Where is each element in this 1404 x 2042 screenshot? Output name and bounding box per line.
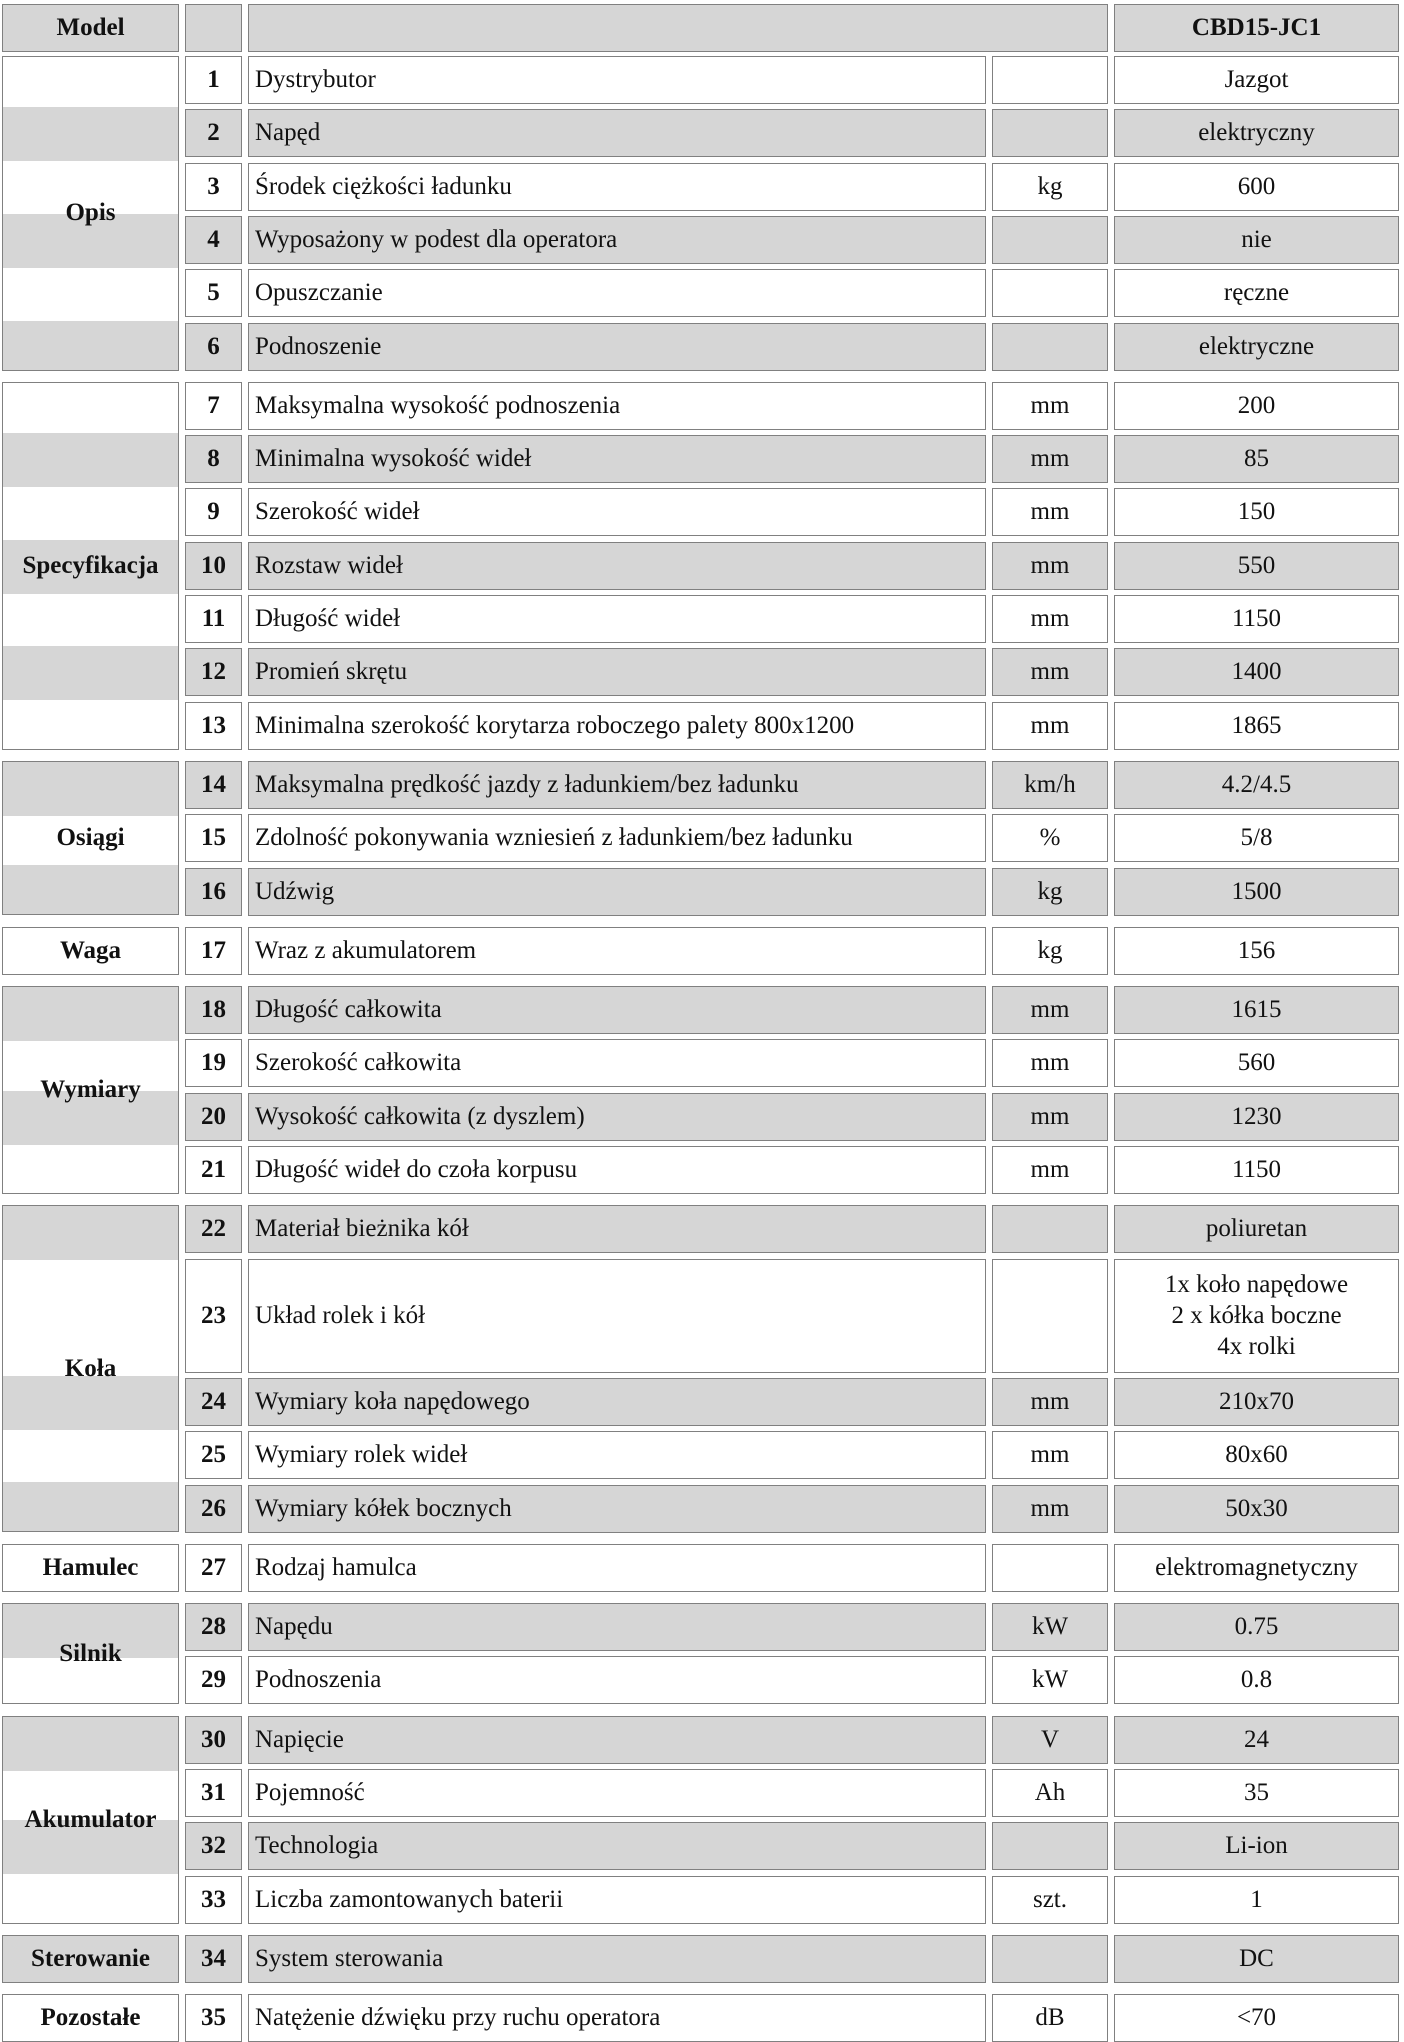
row-name: Napędu [248,1603,986,1651]
row-unit: mm [992,595,1108,643]
row-value-line: 4x rolki [1217,1333,1296,1361]
row-number: 21 [185,1146,242,1194]
row-number: 24 [185,1378,242,1426]
row-name: Wymiary koła napędowego [248,1378,986,1426]
row-unit: Ah [992,1769,1108,1817]
row-number: 16 [185,868,242,916]
row-number: 17 [185,927,242,975]
row-number: 20 [185,1093,242,1141]
row-value: Jazgot [1114,56,1399,104]
row-name: Wraz z akumulatorem [248,927,986,975]
row-number: 19 [185,1039,242,1087]
row-number: 11 [185,595,242,643]
header-description-blank [248,4,1108,52]
row-number: 35 [185,1994,242,2042]
row-value: DC [1114,1935,1399,1983]
row-name: Technologia [248,1822,986,1870]
row-unit: mm [992,1378,1108,1426]
row-name: Rozstaw wideł [248,542,986,590]
row-name: Liczba zamontowanych baterii [248,1876,986,1924]
group-cell [2,1603,179,1704]
row-value: 156 [1114,927,1399,975]
group-cell [2,761,179,916]
group-cell [2,927,179,975]
row-value: 0.75 [1114,1603,1399,1651]
row-value: elektromagnetyczny [1114,1544,1399,1592]
row-number: 6 [185,323,242,371]
row-unit: mm [992,648,1108,696]
row-unit: mm [992,1146,1108,1194]
row-number: 12 [185,648,242,696]
row-unit [992,1205,1108,1253]
row-value: 0.8 [1114,1656,1399,1704]
row-value: 1615 [1114,986,1399,1034]
row-number: 23 [185,1259,242,1373]
group-label: Pozostałe [40,2004,141,2032]
row-number: 22 [185,1205,242,1253]
row-name: Opuszczanie [248,269,986,317]
row-name: Długość wideł [248,595,986,643]
row-unit: mm [992,986,1108,1034]
row-number: 1 [185,56,242,104]
row-value: 210x70 [1114,1378,1399,1426]
row-value: 1150 [1114,1146,1399,1194]
row-name: Natężenie dźwięku przy ruchu operatora [248,1994,986,2042]
row-value: 600 [1114,163,1399,211]
group-label: Koła [64,1354,117,1382]
row-value: 5/8 [1114,814,1399,862]
row-value: 50x30 [1114,1485,1399,1533]
group-label: Hamulec [42,1553,139,1581]
row-name: Szerokość całkowita [248,1039,986,1087]
row-value: 550 [1114,542,1399,590]
row-unit [992,1259,1108,1373]
row-unit [992,109,1108,157]
row-name: Minimalna wysokość wideł [248,435,986,483]
row-name: Szerokość wideł [248,488,986,536]
group-label: Specyfikacja [22,551,159,579]
row-unit: kW [992,1603,1108,1651]
row-value: 1230 [1114,1093,1399,1141]
row-name: Udźwig [248,868,986,916]
row-number: 4 [185,216,242,264]
row-unit: % [992,814,1108,862]
row-unit [992,216,1108,264]
row-value: 80x60 [1114,1431,1399,1479]
row-value [1114,1259,1399,1373]
row-name: Wymiary rolek wideł [248,1431,986,1479]
row-name: Rodzaj hamulca [248,1544,986,1592]
row-name: Napięcie [248,1716,986,1764]
row-name: Wysokość całkowita (z dyszlem) [248,1093,986,1141]
row-number: 5 [185,269,242,317]
row-name: Materiał bieżnika kół [248,1205,986,1253]
row-name: Układ rolek i kół [248,1259,986,1373]
row-unit [992,1935,1108,1983]
group-cell [2,1205,179,1532]
row-value: 1150 [1114,595,1399,643]
row-value: 150 [1114,488,1399,536]
row-value-line: 2 x kółka boczne [1171,1302,1342,1330]
row-number: 13 [185,702,242,750]
row-number: 14 [185,761,242,809]
row-name: Zdolność pokonywania wzniesień z ładunkiem/bez ładunku [248,814,986,862]
row-value: poliuretan [1114,1205,1399,1253]
row-unit [992,269,1108,317]
row-number: 33 [185,1876,242,1924]
row-unit: mm [992,382,1108,430]
group-label: Osiągi [56,824,125,852]
row-unit: mm [992,702,1108,750]
header-model-label: Model [2,4,179,52]
row-unit [992,56,1108,104]
group-label: Opis [65,199,116,227]
row-name: Wyposażony w podest dla operatora [248,216,986,264]
row-value: 560 [1114,1039,1399,1087]
row-unit: kg [992,927,1108,975]
group-cell [2,382,179,750]
row-unit: mm [992,542,1108,590]
row-number: 31 [185,1769,242,1817]
group-cell [2,1935,179,1983]
row-value: 4.2/4.5 [1114,761,1399,809]
row-name: Podnoszenie [248,323,986,371]
row-name: Promień skrętu [248,648,986,696]
row-unit: dB [992,1994,1108,2042]
row-unit: mm [992,488,1108,536]
row-unit: mm [992,435,1108,483]
row-number: 28 [185,1603,242,1651]
row-unit: km/h [992,761,1108,809]
row-name: Maksymalna prędkość jazdy z ładunkiem/bez ładunku [248,761,986,809]
row-number: 2 [185,109,242,157]
row-value-line: 1x koło napędowe [1164,1271,1349,1299]
row-unit: V [992,1716,1108,1764]
group-label: Akumulator [24,1805,157,1833]
row-value: 35 [1114,1769,1399,1817]
row-value: elektryczne [1114,323,1399,371]
row-name: Długość całkowita [248,986,986,1034]
row-name: Wymiary kółek bocznych [248,1485,986,1533]
row-unit: mm [992,1093,1108,1141]
row-number: 18 [185,986,242,1034]
row-unit [992,323,1108,371]
row-unit: mm [992,1485,1108,1533]
group-label: Wymiary [40,1076,141,1104]
group-label: Silnik [59,1639,122,1667]
row-value: 1400 [1114,648,1399,696]
header-model-value: CBD15-JC1 [1114,4,1399,52]
row-unit: szt. [992,1876,1108,1924]
row-value: 1 [1114,1876,1399,1924]
row-number: 30 [185,1716,242,1764]
row-number: 27 [185,1544,242,1592]
row-name: Długość wideł do czoła korpusu [248,1146,986,1194]
row-unit: kg [992,163,1108,211]
row-number: 29 [185,1656,242,1704]
row-number: 26 [185,1485,242,1533]
row-name: System sterowania [248,1935,986,1983]
group-cell [2,986,179,1194]
row-unit: kg [992,868,1108,916]
row-number: 3 [185,163,242,211]
row-name: Maksymalna wysokość podnoszenia [248,382,986,430]
group-cell [2,1544,179,1592]
row-value: 1500 [1114,868,1399,916]
row-number: 32 [185,1822,242,1870]
group-cell [2,56,179,371]
row-unit [992,1822,1108,1870]
row-number: 10 [185,542,242,590]
group-label: Sterowanie [31,1944,150,1972]
group-label: Waga [59,936,122,964]
row-number: 34 [185,1935,242,1983]
row-unit: kW [992,1656,1108,1704]
row-name: Minimalna szerokość korytarza roboczego palety 800x1200 [248,702,986,750]
row-name: Pojemność [248,1769,986,1817]
row-number: 8 [185,435,242,483]
row-number: 9 [185,488,242,536]
row-value: nie [1114,216,1399,264]
row-number: 7 [185,382,242,430]
row-value: ręczne [1114,269,1399,317]
row-name: Środek ciężkości ładunku [248,163,986,211]
row-value: Li-ion [1114,1822,1399,1870]
row-name: Napęd [248,109,986,157]
row-number: 15 [185,814,242,862]
group-cell [2,1716,179,1924]
row-unit: mm [992,1039,1108,1087]
row-value: 200 [1114,382,1399,430]
row-number: 25 [185,1431,242,1479]
header-number-blank [185,4,242,52]
row-value: 1865 [1114,702,1399,750]
row-name: Dystrybutor [248,56,986,104]
row-value: 24 [1114,1716,1399,1764]
row-value: <70 [1114,1994,1399,2042]
group-cell [2,1994,179,2042]
row-value: 85 [1114,435,1399,483]
row-name: Podnoszenia [248,1656,986,1704]
row-value: elektryczny [1114,109,1399,157]
row-unit: mm [992,1431,1108,1479]
row-unit [992,1544,1108,1592]
